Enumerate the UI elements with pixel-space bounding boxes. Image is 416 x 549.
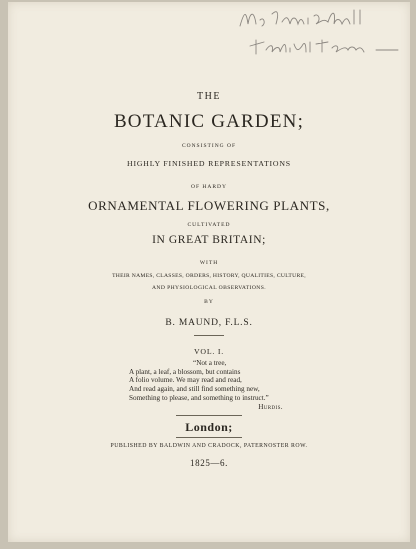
epigraph (129, 359, 309, 411)
epigraph-attribution: Hurdis. (258, 402, 283, 411)
subtitle-highly-finished: HIGHLY FINISHED REPRESENTATIONS (127, 159, 291, 168)
subtitle-physiological: AND PHYSIOLOGICAL OBSERVATIONS. (151, 285, 267, 291)
handwritten-signature (236, 6, 406, 66)
epigraph-line: A plant, a leaf, a blossom, but contains (129, 367, 241, 376)
subtitle-ornamental-plants: ORNAMENTAL FLOWERING PLANTS, (88, 198, 330, 213)
imprint-years: 1825—6. (190, 458, 228, 468)
subtitle-of-hardy: OF HARDY (191, 184, 227, 190)
main-title: BOTANIC GARDEN; (113, 111, 305, 132)
epigraph-line: “Not a tree, (193, 359, 227, 367)
divider-rule (194, 335, 224, 336)
epigraph-line: A folio volume. We may read and read, (129, 376, 242, 385)
imprint-publisher: PUBLISHED BY BALDWIN AND CRADOCK, PATERNOSTER ROW. (110, 443, 308, 449)
epigraph-line: Something to please, and something to instruct.” (129, 393, 269, 402)
epigraph-line: And read again, and still find something new, (129, 385, 260, 394)
subtitle-with: WITH (199, 260, 219, 266)
volume-number: VOL. I. (193, 347, 225, 356)
subtitle-names-classes: THEIR NAMES, CLASSES, ORDERS, HISTORY, QUALITIES, CULTURE, (112, 273, 306, 279)
subtitle-cultivated: CULTIVATED (187, 222, 231, 228)
subtitle-great-britain: IN GREAT BRITAIN; (152, 234, 266, 246)
title-the: THE (197, 91, 221, 102)
title-page (8, 2, 410, 542)
imprint-rule-top (176, 415, 242, 416)
author-name: B. MAUND, F.L.S. (165, 318, 253, 328)
subtitle-consisting-of: CONSISTING OF (181, 143, 237, 149)
byline-by: BY (204, 299, 214, 305)
imprint-rule-bottom (176, 437, 242, 438)
imprint-city: London; (185, 420, 233, 434)
